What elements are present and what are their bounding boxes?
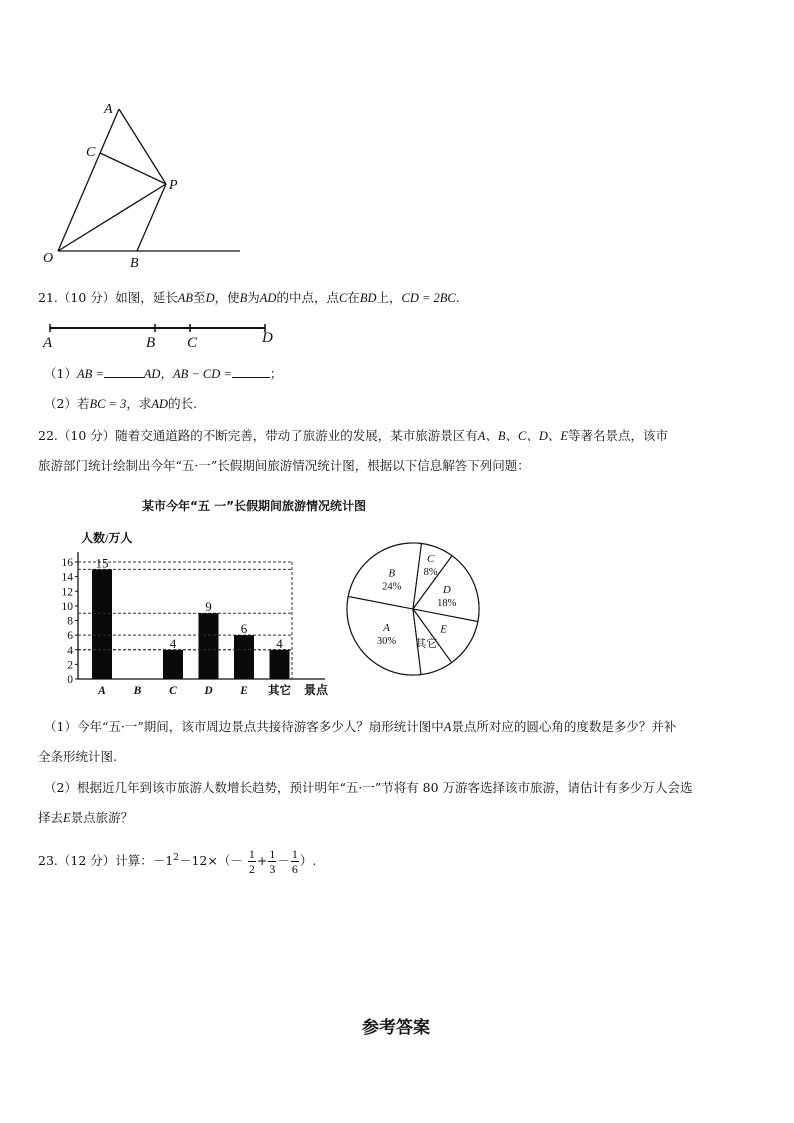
y-tick-label: 10 bbox=[61, 600, 73, 613]
pie-percent-label: 24% bbox=[382, 581, 402, 593]
y-tick-label: 8 bbox=[67, 615, 73, 628]
segment-figure bbox=[0, 318, 794, 352]
y-tick-label: 0 bbox=[67, 674, 73, 686]
label-o: O bbox=[43, 251, 54, 266]
q22-sub1-line2: 全条形统计图. bbox=[38, 749, 117, 764]
chart-title: 某市今年“五 一”长假期间旅游情况统计图 bbox=[142, 499, 366, 513]
pie-label: B bbox=[388, 567, 396, 580]
pie-label: 其它 bbox=[415, 637, 438, 650]
seg-label-a: A bbox=[43, 335, 53, 351]
label-b: B bbox=[130, 256, 139, 271]
pie-chart bbox=[340, 540, 490, 690]
fraction-1-2: $\frac{1}{2}$ bbox=[248, 847, 255, 877]
q22-stem-line1: 22.（10 分）随着交通道路的不断完善，带动了旅游业的发展，某市旅游景区有A、B、C、D、E等著名景点，该市 bbox=[38, 428, 669, 443]
pie-label: C bbox=[426, 552, 435, 565]
x-tick-label: C bbox=[169, 685, 177, 697]
bar-C bbox=[163, 650, 183, 679]
pie-slice-B bbox=[348, 543, 421, 609]
q22-sub2-line2: 择去E景点旅游？ bbox=[38, 810, 134, 825]
y-tick-label: 6 bbox=[67, 630, 73, 643]
q22-sub1-line1: （1）今年“五·一”期间，该市周边景点共接待游客多少人？扇形统计图中A景点所对应的圆心角的度数是多少？并补 bbox=[44, 719, 677, 734]
seg-label-c: C bbox=[187, 335, 198, 351]
y-tick-label: 14 bbox=[61, 571, 73, 584]
pie-label: E bbox=[440, 623, 447, 636]
bar-D bbox=[199, 613, 219, 679]
x-tick-label: B bbox=[133, 685, 142, 697]
bar-A bbox=[92, 569, 112, 679]
answer-blank-1[interactable] bbox=[104, 366, 144, 378]
label-p: P bbox=[169, 178, 178, 193]
segment-bp bbox=[137, 184, 166, 251]
pie-label: D bbox=[442, 583, 451, 596]
x-tick-label: E bbox=[240, 685, 248, 697]
q23: 23.（12 分）计算：$-1^2-12\times(-$ $\frac{1}{2}$ + $\frac{1}{3}$ － $\frac{1}{6}$ ）. bbox=[38, 847, 317, 877]
bar-chart bbox=[40, 522, 340, 702]
pie-label: A bbox=[383, 621, 390, 634]
x-axis-label: 景点 bbox=[304, 683, 329, 697]
seg-label-b: B bbox=[146, 335, 156, 351]
label-a: A bbox=[104, 102, 113, 117]
y-axis-label: 人数/万人 bbox=[81, 531, 133, 545]
bar-value-label: 4 bbox=[276, 635, 283, 651]
x-tick-label: D bbox=[204, 685, 213, 697]
answer-blank-2[interactable] bbox=[232, 366, 270, 378]
q22-stem-line2: 旅游部门统计绘制出今年“五·一”长假期间旅游情况统计图，根据以下信息解答下列问题： bbox=[38, 458, 530, 473]
bar-value-label: 6 bbox=[240, 621, 248, 637]
y-tick-label: 2 bbox=[67, 659, 73, 672]
ray-oa bbox=[58, 109, 119, 251]
q21-part2: （2）若BC = 3，求AD的长. bbox=[44, 396, 198, 411]
answer-heading: 参考答案 bbox=[362, 1018, 430, 1038]
pie-percent-label: 18% bbox=[437, 597, 457, 609]
bar-value-label: 15 bbox=[95, 555, 109, 571]
pie-percent-label: 30% bbox=[376, 635, 397, 647]
fraction-1-3: $\frac{1}{3}$ bbox=[269, 847, 276, 877]
bar-value-label: 4 bbox=[169, 635, 177, 651]
label-c: C bbox=[86, 145, 96, 160]
y-tick-label: 4 bbox=[67, 644, 73, 657]
bar-其它 bbox=[270, 650, 290, 679]
seg-label-d: D bbox=[262, 330, 273, 346]
angle-figure bbox=[0, 0, 794, 280]
q21-part1: （1）AB = AD，AB − CD = ； bbox=[44, 366, 283, 381]
x-tick-label: A bbox=[98, 685, 106, 697]
segment-op bbox=[58, 184, 166, 251]
fraction-1-6: $\frac{1}{6}$ bbox=[291, 847, 298, 877]
y-tick-label: 12 bbox=[61, 586, 73, 599]
q22-sub2-line1: （2）根据近几年到该市旅游人数增长趋势，预计明年“五·一”节将有 80 万游客选择该市旅游，请估计有多少万人会选 bbox=[44, 780, 693, 795]
q21-stem: 21.（10 分）如图，延长AB至D，使B为AD的中点，点C在BD上，CD = 2BC. bbox=[38, 290, 460, 305]
x-tick-label: 其它 bbox=[268, 685, 291, 697]
pie-percent-label: 8% bbox=[423, 566, 438, 578]
y-tick-label: 16 bbox=[61, 557, 73, 569]
bar-value-label: 9 bbox=[205, 599, 212, 615]
bar-E bbox=[234, 635, 254, 679]
